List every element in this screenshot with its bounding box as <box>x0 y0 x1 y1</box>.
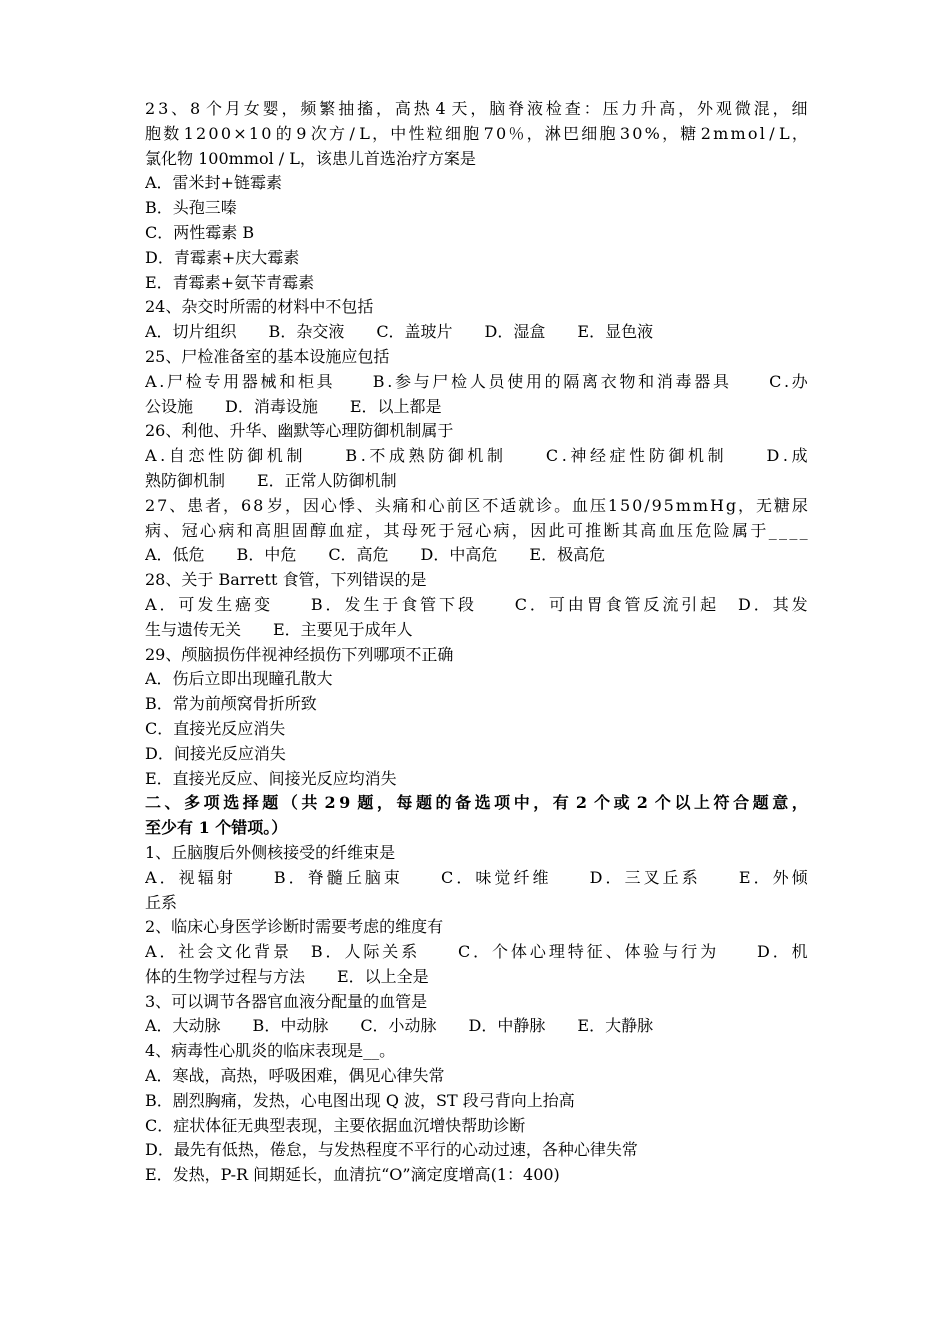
q25-options-line-2: 公设施 D．消毒设施 E．以上都是 <box>145 396 442 416</box>
q28-options-line-2: 生与遗传无关 E．主要见于成年人 <box>145 619 413 639</box>
q23-option-b: B．头孢三嗪 <box>145 198 237 218</box>
mq1-options-line-2: 丘系 <box>145 892 178 912</box>
q23-option-e: E．青霉素+氨苄青霉素 <box>145 272 315 292</box>
mq1-stem: 1、丘脑腹后外侧核接受的纤维束是 <box>145 842 396 862</box>
q29-stem: 29、颅脑损伤伴视神经损伤下列哪项不正确 <box>145 644 454 664</box>
q29-option-c: C．直接光反应消失 <box>145 718 286 738</box>
mq1-options-line-1: A ． 视 辐 射 B ． 脊 髓 丘 脑 束 C ． 味 觉 纤 维 D ． 三 叉 丘 系 E ． 外 倾 <box>145 867 808 887</box>
q28-stem: 28、关于 Barrett 食管，下列错误的是 <box>145 570 427 590</box>
q29-option-a: A．伤后立即出现瞳孔散大 <box>145 669 333 689</box>
mq4-stem: 4、病毒性心肌炎的临床表现是__。 <box>145 1041 396 1061</box>
mq2-options-line-2: 体的生物学过程与方法 E．以上全是 <box>145 966 429 986</box>
q26-options-line-2: 熟防御机制 E．正常人防御机制 <box>145 470 397 490</box>
q23-option-d: D．青霉素+庆大霉素 <box>145 247 300 267</box>
q26-stem: 26、利他、升华、幽默等心理防御机制属于 <box>145 421 454 441</box>
section-2-heading-line-2: 至少有 1 个错项。） <box>145 818 288 838</box>
mq3-options: A．大动脉 B．中动脉 C．小动脉 D．中静脉 E．大静脉 <box>145 1016 654 1036</box>
q23-option-c: C．两性霉素 B <box>145 222 255 242</box>
q27-options: A．低危 B．中危 C．高危 D．中高危 E．极高危 <box>145 545 606 565</box>
q28-options-line-1: A ． 可 发 生 癌 变 B ． 发 生 于 食 管 下 段 C ． 可 由 胃 食 管 反 流 引 起 D ． 其 发 <box>145 594 808 614</box>
mq4-option-d: D．最先有低热，倦怠，与发热程度不平行的心动过速，各种心律失常 <box>145 1140 638 1160</box>
q23-option-a: A．雷米封+链霉素 <box>145 173 282 193</box>
mq4-option-c: C．症状体征无典型表现，主要依据血沉增快帮助诊断 <box>145 1115 526 1135</box>
q29-option-b: B．常为前颅窝骨折所致 <box>145 694 317 714</box>
q23-stem-line-2: 胞 数 1 2 0 0 × 1 0 的 9 次 方 / L ， 中 性 粒 细 胞 7 0 ％ ， 淋 巴 细 胞 3 0 % ， 糖 2 m m o l / L ， <box>145 123 808 143</box>
q23-stem-line-1: 2 3 、 8 个 月 女 婴 ， 频 繁 抽 搐 ， 高 热 4 天 ， 脑 脊 液 检 查 ： 压 力 升 高 ， 外 观 微 混 ， 细 <box>145 99 808 118</box>
q25-stem: 25、尸检准备室的基本设施应包括 <box>145 346 390 366</box>
mq4-option-b: B．剧烈胸痛，发热，心电图出现 Q 波，ST 段弓背向上抬高 <box>145 1090 575 1110</box>
q24-stem: 24、杂交时所需的材料中不包括 <box>145 297 374 317</box>
section-2-heading-line-1: 二 、 多 项 选 择 题 （ 共 2 9 题 ， 每 题 的 备 选 项 中 ， 有 2 个 或 2 个 以 上 符 合 题 意 ， <box>145 793 808 813</box>
mq2-stem: 2、临床心身医学诊断时需要考虑的维度有 <box>145 917 444 937</box>
mq4-option-e: E．发热，P-R 间期延长，血清抗“O”滴定度增高(1：400) <box>145 1165 560 1185</box>
q24-options: A．切片组织 B．杂交液 C．盖玻片 D．湿盒 E．显色液 <box>145 322 654 342</box>
q27-stem-line-1: 2 7 、 患 者 ， 6 8 岁 ， 因 心 悸 、 头 痛 和 心 前 区 不 适 就 诊 。 血 压 1 5 0 / 9 5 m m H g ， 无 糖 尿 <box>145 495 808 515</box>
mq3-stem: 3、可以调节各器官血液分配量的血管是 <box>145 991 428 1011</box>
q27-stem-line-2: 病 、 冠 心 病 和 高 胆 固 醇 血 症 ， 其 母 死 于 冠 心 病 ， 因 此 可 推 断 其 高 血 压 危 险 属 于 _ _ _ _ <box>145 520 808 540</box>
q29-option-e: E．直接光反应、间接光反应均消失 <box>145 768 397 788</box>
q23-stem-line-3: 氯化物 100mmol / L，该患儿首选治疗方案是 <box>145 148 476 168</box>
document-page <box>145 97 808 1188</box>
q26-options-line-1: A . 自 恋 性 防 御 机 制 B . 不 成 熟 防 御 机 制 C . 神 经 症 性 防 御 机 制 D . 成 <box>145 446 808 466</box>
mq2-options-line-1: A ． 社 会 文 化 背 景 B ． 人 际 关 系 C ． 个 体 心 理 特 征 、 体 验 与 行 为 D ． 机 <box>145 942 808 962</box>
q29-option-d: D．间接光反应消失 <box>145 743 286 763</box>
q25-options-line-1: A . 尸 检 专 用 器 械 和 柜 具 B . 参 与 尸 检 人 员 使 用 的 隔 离 衣 物 和 消 毒 器 具 C . 办 <box>145 371 808 391</box>
mq4-option-a: A．寒战，高热，呼吸困难，偶见心律失常 <box>145 1066 445 1086</box>
